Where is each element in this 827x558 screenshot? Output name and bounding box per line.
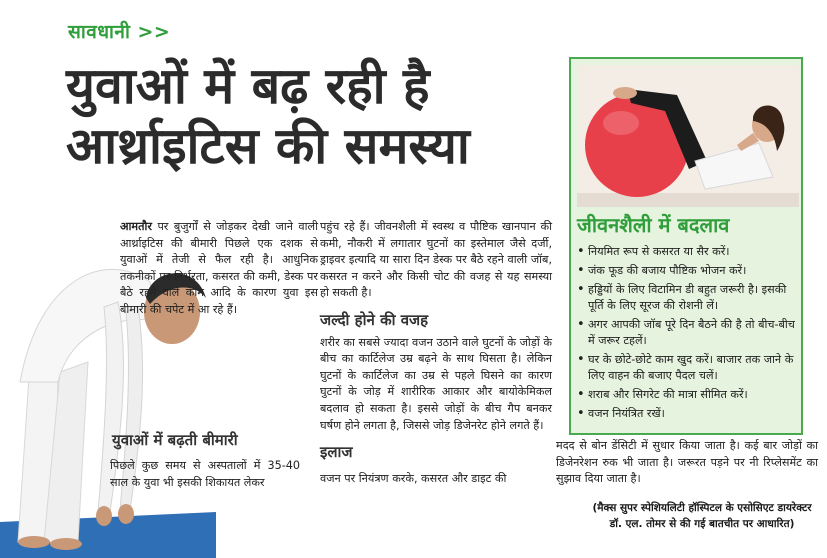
col2-para-1: पहुंच रहे हैं। जीवनशैली में स्वस्थ व पौष्टिक खानपान की कमी, नौकरी में लगातार घुटनों का इस्तेमाल जैसे दर्जी, ड्राइवर इत्यादि या सारा दिन डेस्क पर बैठे रहने वाली जॉब, कसरत न करने और किसी चोट की वजह से यह समस्या हो सकती है। [320, 220, 552, 300]
treatment-heading: इलाज [320, 443, 353, 462]
list-item: • घर के छोटे-छोटे काम खुद करें। बाजार तक जाने के लिए वाहन की बजाए पैदल चलें। [577, 352, 801, 384]
youth-heading: युवाओं में बढ़ती बीमारी [112, 431, 238, 449]
lifestyle-tips-list [577, 244, 801, 425]
col2-para-3: वजन पर नियंत्रण करके, कसरत और डाइट की [320, 471, 507, 485]
list-item: • वजन नियंत्रित रखें। [577, 406, 801, 422]
youth-section [112, 428, 318, 455]
list-item: • शराब और सिगरेट की मात्रा सीमित करें। [577, 387, 801, 403]
list-item: • नियमित रूप से कसरत या सैर करें। [577, 244, 801, 260]
headline-line-1: युवाओं में बढ़ रही है [66, 57, 430, 115]
source-credit: (मैक्स सुपर स्पेशियलिटी हॉस्पिटल के एसोसिएट डायरेक्टर डॉ. एल. तोमर से की गई बातचीत पर आधारित) [592, 502, 812, 530]
youth-paragraph [110, 458, 300, 491]
lifestyle-sidebar [569, 57, 803, 435]
list-item: • हड्डियों के लिए विटामिन डी बहुत जरूरी है। इसकी पूर्ति के लिए सूरज की रोशनी लें। [577, 282, 801, 314]
col3-text: मदद से बोन डेंसिटी में सुधार किया जाता है। कई बार जोड़ों का डिजेनरेशन रुक भी जाता है। जरूरत पड़ने पर नी रिप्लेसमेंट का सुझाव दिया जाता है। [556, 439, 818, 486]
col2-para-2: शरीर का सबसे ज्यादा वजन उठाने वाले घुटनों के जोड़ों के बीच का कार्टिलेज उम्र बढ़ने के साथ घिसता है। लेकिन घुटनों के कार्टिलेज का उम्र से पहले घिसने का कारण घुटनों के जोड़ में शारीरिक आकार और बायोकेमिकल बदलाव हो सकता है। इससे जोड़ों के बीच गैप बनकर घर्षण होने लगता है, जिससे जोड़ डिजेनरेट होने लगते हैं। [320, 335, 552, 432]
sidebar-title: जीवनशैली में बदलाव [577, 213, 730, 237]
headline-line-2: आर्थ्राइटिस की समस्या [66, 117, 470, 175]
page-title [66, 56, 566, 176]
intro-lead-word: आमतौर [120, 220, 152, 233]
column-3 [556, 438, 818, 488]
woman-exercise-ball-photo [577, 65, 799, 207]
column-2 [320, 219, 552, 487]
youth-text: पिछले कुछ समय से अस्पतालों में 35-40 साल के युवा भी इसकी शिकायत लेकर [110, 459, 300, 489]
intro-text: पर बुजुर्गों से जोड़कर देखी जाने वाली आर्थ्राइटिस की बीमारी पिछले एक दशक से युवाओं में तेजी से फैल रही है। आधुनिक तकनीकों पर निर्भरता, कसरत की कमी, डेस्क पर बैठे रहने वाले काम आदि के कारण युवा इस बीमारी की चपेट में आ रहे हैं। [120, 220, 318, 316]
section-tag: सावधानी >> [68, 21, 171, 43]
list-item: • जंक फूड की बजाय पौष्टिक भोजन करें। [577, 263, 801, 279]
exercise-ball-illustration [577, 65, 799, 207]
list-item: • अगर आपकी जॉब पूरे दिन बैठने की है तो बीच-बीच में जरूर टहलें। [577, 317, 801, 349]
intro-paragraph [120, 219, 318, 319]
early-cause-heading: जल्दी होने की वजह [320, 310, 429, 329]
